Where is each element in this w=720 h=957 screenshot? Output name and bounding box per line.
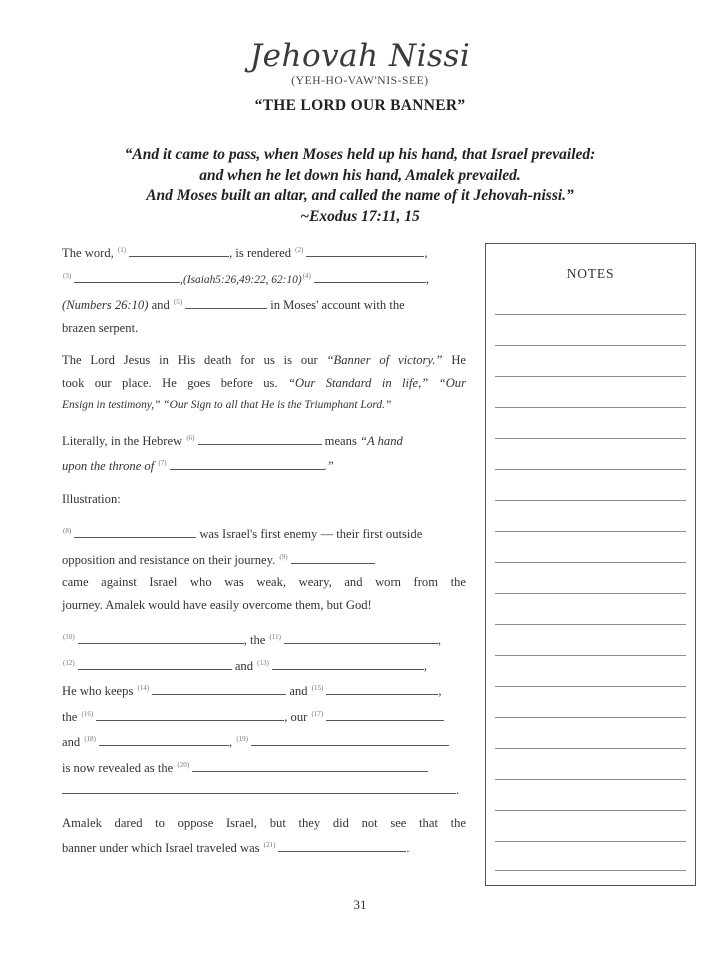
- blank-16[interactable]: [96, 707, 284, 721]
- worksheet-line: [62, 239, 466, 265]
- blank-12[interactable]: [78, 656, 232, 670]
- blank-7[interactable]: [170, 456, 324, 470]
- text: ,: [424, 246, 428, 260]
- footnote-number: (7): [158, 459, 167, 467]
- text: , the: [243, 633, 266, 647]
- blank-21[interactable]: [278, 838, 406, 852]
- note-line: [495, 624, 686, 625]
- blank-10[interactable]: [78, 630, 244, 644]
- note-line: [495, 748, 686, 749]
- blank-5[interactable]: [185, 295, 267, 309]
- blank-20-continued[interactable]: [62, 780, 456, 794]
- text: Literally, in the Hebrew: [62, 433, 183, 448]
- text: the: [62, 709, 78, 724]
- blank-20[interactable]: [192, 758, 428, 772]
- blank-2[interactable]: [306, 243, 424, 257]
- text: banner under which Israel traveled was: [62, 841, 260, 855]
- blank-4[interactable]: [314, 269, 426, 283]
- blank-13[interactable]: [272, 656, 424, 670]
- worksheet-line: [62, 317, 466, 340]
- worksheet-line: [62, 571, 466, 594]
- worksheet-line: [62, 349, 466, 372]
- footnote-number: (19): [236, 735, 248, 743]
- footnote-number: (14): [137, 684, 150, 692]
- footnote-number: (15): [311, 684, 324, 692]
- footnote-number: (17): [311, 709, 324, 718]
- footnote-number: (11): [269, 633, 281, 641]
- text: and: [151, 298, 170, 312]
- quote-line: And Moses built an altar, and called the name of it Jehovah-nissi.”: [146, 187, 574, 204]
- note-line: [495, 870, 686, 871]
- worksheet-line: [62, 677, 466, 703]
- footnote-number: (9): [279, 552, 288, 561]
- blank-1[interactable]: [129, 243, 229, 257]
- scripture-quote: [60, 145, 660, 227]
- text: “A hand: [360, 433, 403, 448]
- footnote-number: (8): [63, 527, 72, 535]
- footnote-number: (12): [63, 658, 75, 667]
- worksheet-line: [62, 834, 466, 860]
- blank-6[interactable]: [198, 431, 322, 445]
- text: journey. Amalek would have easily overcome them, but God!: [62, 597, 372, 612]
- text: The Lord Jesus in His death for us is our: [62, 353, 318, 367]
- text: “Banner of victory.”: [326, 353, 443, 367]
- text: ,(Isaiah5:26,49:22, 62:10): [180, 273, 302, 286]
- note-line: [495, 314, 686, 315]
- worksheet-line: [62, 594, 466, 617]
- note-line: [495, 531, 686, 532]
- text: and: [62, 735, 81, 749]
- worksheet-line: [62, 812, 466, 835]
- note-line: [495, 562, 686, 563]
- text: Ensign in testimony,” “Our Sign to all that He is the Triumphant Lord.”: [62, 399, 392, 411]
- text: brazen serpent.: [62, 320, 139, 335]
- text: The word,: [62, 246, 114, 260]
- footnote-number: (1): [117, 246, 127, 254]
- blank-15[interactable]: [326, 681, 438, 695]
- footnote-number: (5): [173, 298, 183, 306]
- blank-9[interactable]: [291, 550, 375, 564]
- illustration-heading: Illustration:: [62, 491, 121, 506]
- note-line: [495, 810, 686, 811]
- pronunciation: (YEH-HO-VAW'NIS-SEE): [291, 75, 429, 87]
- text: , our: [284, 709, 308, 724]
- footnote-number: (4): [302, 271, 311, 280]
- blank-3[interactable]: [74, 269, 180, 283]
- note-line: [495, 345, 686, 346]
- footnote-number: (6): [186, 433, 195, 442]
- text: was Israel's first enemy — their first outside: [199, 527, 423, 541]
- page-title: Jehovah Nissi: [249, 38, 471, 74]
- note-line: [495, 407, 686, 408]
- notes-box[interactable]: [485, 243, 696, 886]
- text: He who keeps: [62, 684, 134, 698]
- blank-14[interactable]: [152, 681, 286, 695]
- footnote-number: (10): [63, 633, 75, 641]
- text: ,: [229, 735, 233, 749]
- note-line: [495, 841, 686, 842]
- notes-title: NOTES: [566, 266, 615, 281]
- worksheet-line: [62, 520, 466, 546]
- quote-line: and when he let down his hand, Amalek prevailed.: [199, 166, 521, 184]
- text: .: [406, 841, 410, 855]
- footnote-number: (21): [263, 841, 276, 849]
- text: opposition and resistance on their journey.: [62, 552, 276, 567]
- footnote-number: (2): [295, 246, 304, 254]
- worksheet-line: [62, 779, 466, 802]
- note-line: [495, 717, 686, 718]
- footnote-number: (20): [177, 760, 190, 769]
- text: means: [324, 433, 357, 448]
- note-line: [495, 500, 686, 501]
- worksheet-line: [62, 372, 466, 395]
- worksheet-line: [62, 728, 466, 754]
- text: (Numbers 26:10): [62, 298, 149, 312]
- text: .: [456, 783, 460, 797]
- worksheet-line: [62, 291, 466, 317]
- text: ,: [425, 271, 429, 286]
- blank-17[interactable]: [326, 707, 444, 721]
- text: , is rendered: [229, 246, 291, 260]
- text: He: [451, 353, 466, 367]
- footnote-number: (3): [63, 271, 72, 280]
- text: came against Israel who was weak, weary, and worn from the: [62, 575, 466, 589]
- note-line: [495, 593, 686, 594]
- worksheet-line: [62, 452, 466, 478]
- text: is now revealed as the: [62, 760, 174, 775]
- footnote-number: (16): [81, 709, 94, 718]
- note-line: [495, 655, 686, 656]
- text: ,: [437, 633, 442, 647]
- worksheet-line: [62, 394, 466, 417]
- text: “Our Standard in life,” “Our: [288, 375, 467, 390]
- note-line: [495, 469, 686, 470]
- worksheet-line: [62, 546, 466, 572]
- text: ,: [423, 658, 427, 673]
- page-number: 31: [353, 897, 367, 912]
- worksheet-line: [62, 703, 466, 729]
- text: Amalek dared to oppose Israel, but they did not see that the: [62, 815, 466, 830]
- text: and: [289, 684, 308, 698]
- subtitle: “THE LORD OUR BANNER”: [254, 97, 466, 114]
- text: in Moses' account with the: [270, 298, 405, 312]
- text: upon the throne of: [62, 459, 155, 473]
- text: took our place. He goes before us.: [62, 375, 278, 390]
- blank-11[interactable]: [284, 630, 438, 644]
- quote-reference: ~Exodus 17:11, 15: [300, 207, 420, 225]
- footnote-number: (13): [257, 658, 269, 667]
- quote-line: “And it came to pass, when Moses held up his hand, that Israel prevailed:: [124, 146, 596, 163]
- blank-18[interactable]: [99, 732, 229, 746]
- worksheet-line: [62, 427, 466, 453]
- note-line: [495, 686, 686, 687]
- worksheet-line: [62, 652, 466, 678]
- text: and: [234, 658, 254, 673]
- note-line: [495, 376, 686, 377]
- blank-19[interactable]: [251, 732, 449, 746]
- text: .”: [323, 459, 334, 473]
- worksheet-body: [62, 239, 466, 860]
- blank-8[interactable]: [74, 524, 196, 538]
- note-line: [495, 779, 686, 780]
- text: ,: [438, 684, 442, 698]
- footnote-number: (18): [84, 735, 97, 743]
- note-line: [495, 438, 686, 439]
- worksheet-line: [62, 626, 466, 652]
- worksheet-line: [62, 754, 466, 780]
- worksheet-line: [62, 488, 466, 511]
- worksheet-line: [62, 265, 466, 292]
